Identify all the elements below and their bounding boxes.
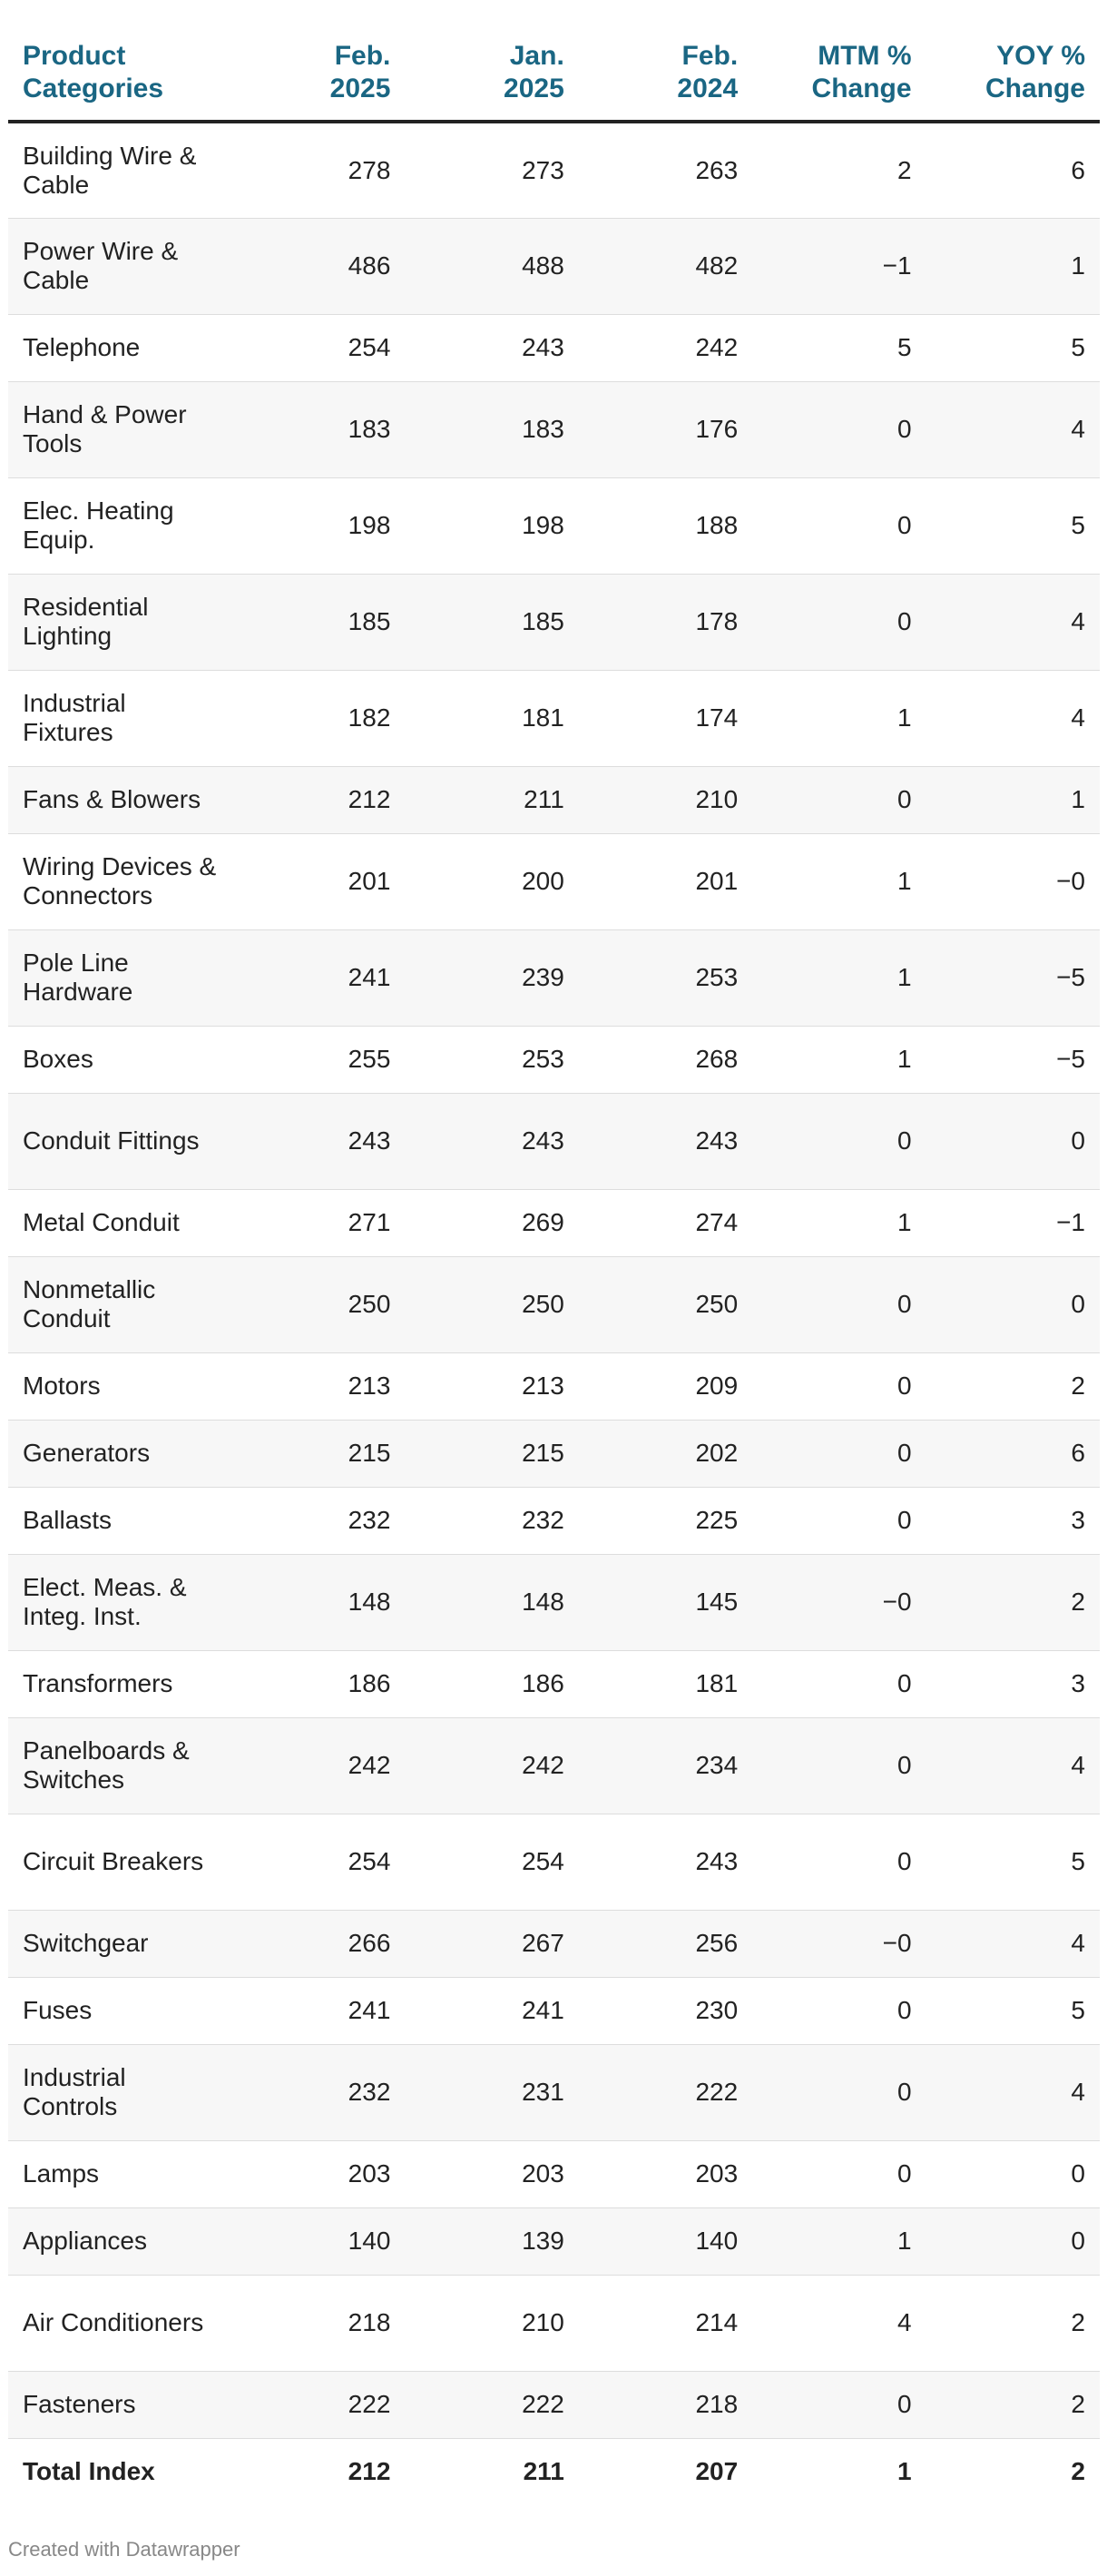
value-cell: 178 (579, 574, 752, 670)
value-cell: 5 (926, 314, 1100, 381)
value-cell: 1 (752, 670, 926, 766)
value-cell: 0 (926, 1256, 1100, 1352)
table-row (8, 670, 1100, 766)
value-cell: 210 (405, 2275, 578, 2371)
value-cell: 242 (579, 314, 752, 381)
value-cell: 250 (579, 1256, 752, 1352)
table-row (8, 2044, 1100, 2140)
value-cell: 198 (405, 477, 578, 574)
table-row (8, 1910, 1100, 1977)
value-cell: 211 (405, 766, 578, 833)
value-cell: 241 (231, 929, 405, 1026)
category-cell: Appliances (8, 2207, 231, 2275)
category-cell: Air Conditioners (8, 2275, 231, 2371)
value-cell: 222 (231, 2371, 405, 2438)
category-cell: Conduit Fittings (8, 1093, 231, 1189)
value-cell: 4 (926, 670, 1100, 766)
value-cell: 4 (926, 381, 1100, 477)
table-row (8, 1189, 1100, 1256)
value-cell: 269 (405, 1189, 578, 1256)
column-header: Feb. 2024 (579, 0, 752, 122)
value-cell: 6 (926, 122, 1100, 218)
table-body (8, 122, 1100, 2505)
value-cell: 5 (926, 1977, 1100, 2044)
value-cell: 5 (926, 477, 1100, 574)
table-row (8, 1256, 1100, 1352)
value-cell: 209 (579, 1352, 752, 1420)
value-cell: 0 (752, 1420, 926, 1487)
table-row (8, 574, 1100, 670)
value-cell: 482 (579, 218, 752, 314)
value-cell: 139 (405, 2207, 578, 2275)
table-row (8, 1420, 1100, 1487)
category-cell: Power Wire & Cable (8, 218, 231, 314)
value-cell: 1 (752, 1189, 926, 1256)
table-row (8, 1554, 1100, 1650)
value-cell: 266 (231, 1910, 405, 1977)
value-cell: 1 (752, 2207, 926, 2275)
value-cell: 203 (231, 2140, 405, 2207)
category-cell: Wiring Devices & Connectors (8, 833, 231, 929)
column-header: MTM % Change (752, 0, 926, 122)
value-cell: 1 (926, 766, 1100, 833)
table-row (8, 381, 1100, 477)
category-cell: Switchgear (8, 1910, 231, 1977)
value-cell: 486 (231, 218, 405, 314)
table-row (8, 1487, 1100, 1554)
category-cell: Fasteners (8, 2371, 231, 2438)
table-row (8, 1977, 1100, 2044)
value-cell: 0 (752, 1977, 926, 2044)
value-cell: 148 (405, 1554, 578, 1650)
value-cell: 0 (926, 2140, 1100, 2207)
value-cell: 232 (231, 1487, 405, 1554)
value-cell: 0 (752, 574, 926, 670)
value-cell: −0 (926, 833, 1100, 929)
category-cell: Elec. Heating Equip. (8, 477, 231, 574)
table-header (8, 0, 1100, 122)
value-cell: 243 (405, 1093, 578, 1189)
category-cell: Industrial Controls (8, 2044, 231, 2140)
value-cell: −0 (752, 1910, 926, 1977)
value-cell: 0 (752, 1487, 926, 1554)
table-row (8, 477, 1100, 574)
value-cell: 207 (579, 2438, 752, 2505)
value-cell: 214 (579, 2275, 752, 2371)
value-cell: 278 (231, 122, 405, 218)
value-cell: 181 (579, 1650, 752, 1717)
category-cell: Total Index (8, 2438, 231, 2505)
category-cell: Circuit Breakers (8, 1814, 231, 1910)
value-cell: 256 (579, 1910, 752, 1977)
value-cell: 148 (231, 1554, 405, 1650)
value-cell: 4 (926, 2044, 1100, 2140)
value-cell: 181 (405, 670, 578, 766)
value-cell: 243 (405, 314, 578, 381)
value-cell: 140 (579, 2207, 752, 2275)
value-cell: 225 (579, 1487, 752, 1554)
value-cell: 4 (752, 2275, 926, 2371)
value-cell: 2 (926, 2438, 1100, 2505)
value-cell: 230 (579, 1977, 752, 2044)
table-row (8, 1717, 1100, 1814)
value-cell: 202 (579, 1420, 752, 1487)
category-cell: Telephone (8, 314, 231, 381)
value-cell: 2 (752, 122, 926, 218)
value-cell: 212 (231, 766, 405, 833)
value-cell: 3 (926, 1650, 1100, 1717)
value-cell: 213 (405, 1352, 578, 1420)
value-cell: 2 (926, 1352, 1100, 1420)
column-header: YOY % Change (926, 0, 1100, 122)
table-row (8, 1093, 1100, 1189)
value-cell: 5 (926, 1814, 1100, 1910)
value-cell: 218 (579, 2371, 752, 2438)
category-cell: Nonmetallic Conduit (8, 1256, 231, 1352)
value-cell: 213 (231, 1352, 405, 1420)
value-cell: 253 (405, 1026, 578, 1093)
value-cell: 0 (752, 766, 926, 833)
value-cell: 1 (752, 833, 926, 929)
value-cell: 274 (579, 1189, 752, 1256)
category-cell: Hand & Power Tools (8, 381, 231, 477)
value-cell: 0 (752, 1352, 926, 1420)
value-cell: 2 (926, 1554, 1100, 1650)
value-cell: 183 (405, 381, 578, 477)
value-cell: 210 (579, 766, 752, 833)
value-cell: 4 (926, 1717, 1100, 1814)
value-cell: 0 (752, 477, 926, 574)
category-cell: Fuses (8, 1977, 231, 2044)
column-header: Feb. 2025 (231, 0, 405, 122)
value-cell: 5 (752, 314, 926, 381)
credit-text[interactable]: Created with Datawrapper (8, 2538, 240, 2561)
value-cell: 185 (405, 574, 578, 670)
category-cell: Boxes (8, 1026, 231, 1093)
value-cell: 0 (752, 2140, 926, 2207)
value-cell: 488 (405, 218, 578, 314)
value-cell: 273 (405, 122, 578, 218)
category-cell: Motors (8, 1352, 231, 1420)
value-cell: −1 (926, 1189, 1100, 1256)
value-cell: 0 (752, 381, 926, 477)
table-row (8, 1650, 1100, 1717)
column-header: Jan. 2025 (405, 0, 578, 122)
value-cell: 1 (752, 929, 926, 1026)
table-row (8, 314, 1100, 381)
value-cell: 203 (405, 2140, 578, 2207)
value-cell: 218 (231, 2275, 405, 2371)
value-cell: 234 (579, 1717, 752, 1814)
value-cell: −0 (752, 1554, 926, 1650)
value-cell: −5 (926, 929, 1100, 1026)
data-table (8, 0, 1100, 2505)
value-cell: 2 (926, 2275, 1100, 2371)
value-cell: −5 (926, 1026, 1100, 1093)
value-cell: 254 (231, 314, 405, 381)
value-cell: 174 (579, 670, 752, 766)
value-cell: 222 (405, 2371, 578, 2438)
value-cell: 212 (231, 2438, 405, 2505)
value-cell: 1 (752, 1026, 926, 1093)
value-cell: 0 (752, 1650, 926, 1717)
value-cell: 0 (752, 1717, 926, 1814)
value-cell: 271 (231, 1189, 405, 1256)
value-cell: 231 (405, 2044, 578, 2140)
table-row (8, 2371, 1100, 2438)
table-row (8, 833, 1100, 929)
value-cell: 232 (231, 2044, 405, 2140)
value-cell: 253 (579, 929, 752, 1026)
value-cell: 201 (579, 833, 752, 929)
value-cell: 4 (926, 1910, 1100, 1977)
value-cell: 0 (926, 1093, 1100, 1189)
value-cell: 263 (579, 122, 752, 218)
table-row (8, 2275, 1100, 2371)
category-cell: Panelboards & Switches (8, 1717, 231, 1814)
value-cell: 0 (926, 2207, 1100, 2275)
value-cell: 185 (231, 574, 405, 670)
table-row (8, 218, 1100, 314)
value-cell: 243 (579, 1814, 752, 1910)
value-cell: 241 (405, 1977, 578, 2044)
value-cell: 250 (405, 1256, 578, 1352)
value-cell: 215 (405, 1420, 578, 1487)
value-cell: 4 (926, 574, 1100, 670)
category-cell: Ballasts (8, 1487, 231, 1554)
table-row (8, 766, 1100, 833)
category-cell: Transformers (8, 1650, 231, 1717)
category-cell: Metal Conduit (8, 1189, 231, 1256)
value-cell: 200 (405, 833, 578, 929)
category-cell: Building Wire & Cable (8, 122, 231, 218)
value-cell: 2 (926, 2371, 1100, 2438)
value-cell: 232 (405, 1487, 578, 1554)
value-cell: 198 (231, 477, 405, 574)
value-cell: 267 (405, 1910, 578, 1977)
category-cell: Residential Lighting (8, 574, 231, 670)
category-cell: Industrial Fixtures (8, 670, 231, 766)
value-cell: 243 (231, 1093, 405, 1189)
value-cell: 242 (405, 1717, 578, 1814)
value-cell: 6 (926, 1420, 1100, 1487)
value-cell: 254 (405, 1814, 578, 1910)
value-cell: 222 (579, 2044, 752, 2140)
value-cell: 255 (231, 1026, 405, 1093)
value-cell: 0 (752, 1093, 926, 1189)
total-row (8, 2438, 1100, 2505)
value-cell: 140 (231, 2207, 405, 2275)
value-cell: 0 (752, 2044, 926, 2140)
value-cell: 0 (752, 2371, 926, 2438)
value-cell: 145 (579, 1554, 752, 1650)
table-row (8, 1352, 1100, 1420)
table-row (8, 2140, 1100, 2207)
value-cell: 201 (231, 833, 405, 929)
value-cell: 254 (231, 1814, 405, 1910)
value-cell: 188 (579, 477, 752, 574)
value-cell: 186 (231, 1650, 405, 1717)
value-cell: 1 (752, 2438, 926, 2505)
category-cell: Lamps (8, 2140, 231, 2207)
value-cell: 250 (231, 1256, 405, 1352)
table-row (8, 1814, 1100, 1910)
value-cell: 176 (579, 381, 752, 477)
value-cell: 203 (579, 2140, 752, 2207)
value-cell: 182 (231, 670, 405, 766)
value-cell: 186 (405, 1650, 578, 1717)
value-cell: 3 (926, 1487, 1100, 1554)
category-cell: Generators (8, 1420, 231, 1487)
value-cell: 268 (579, 1026, 752, 1093)
value-cell: 1 (926, 218, 1100, 314)
column-header: Product Categories (8, 0, 231, 122)
value-cell: 211 (405, 2438, 578, 2505)
table-row (8, 2207, 1100, 2275)
value-cell: 183 (231, 381, 405, 477)
value-cell: 0 (752, 1256, 926, 1352)
table-row (8, 122, 1100, 218)
table-row (8, 1026, 1100, 1093)
value-cell: 242 (231, 1717, 405, 1814)
category-cell: Fans & Blowers (8, 766, 231, 833)
value-cell: −1 (752, 218, 926, 314)
table-row (8, 929, 1100, 1026)
value-cell: 239 (405, 929, 578, 1026)
value-cell: 243 (579, 1093, 752, 1189)
value-cell: 215 (231, 1420, 405, 1487)
value-cell: 241 (231, 1977, 405, 2044)
value-cell: 0 (752, 1814, 926, 1910)
category-cell: Elect. Meas. & Integ. Inst. (8, 1554, 231, 1650)
category-cell: Pole Line Hardware (8, 929, 231, 1026)
